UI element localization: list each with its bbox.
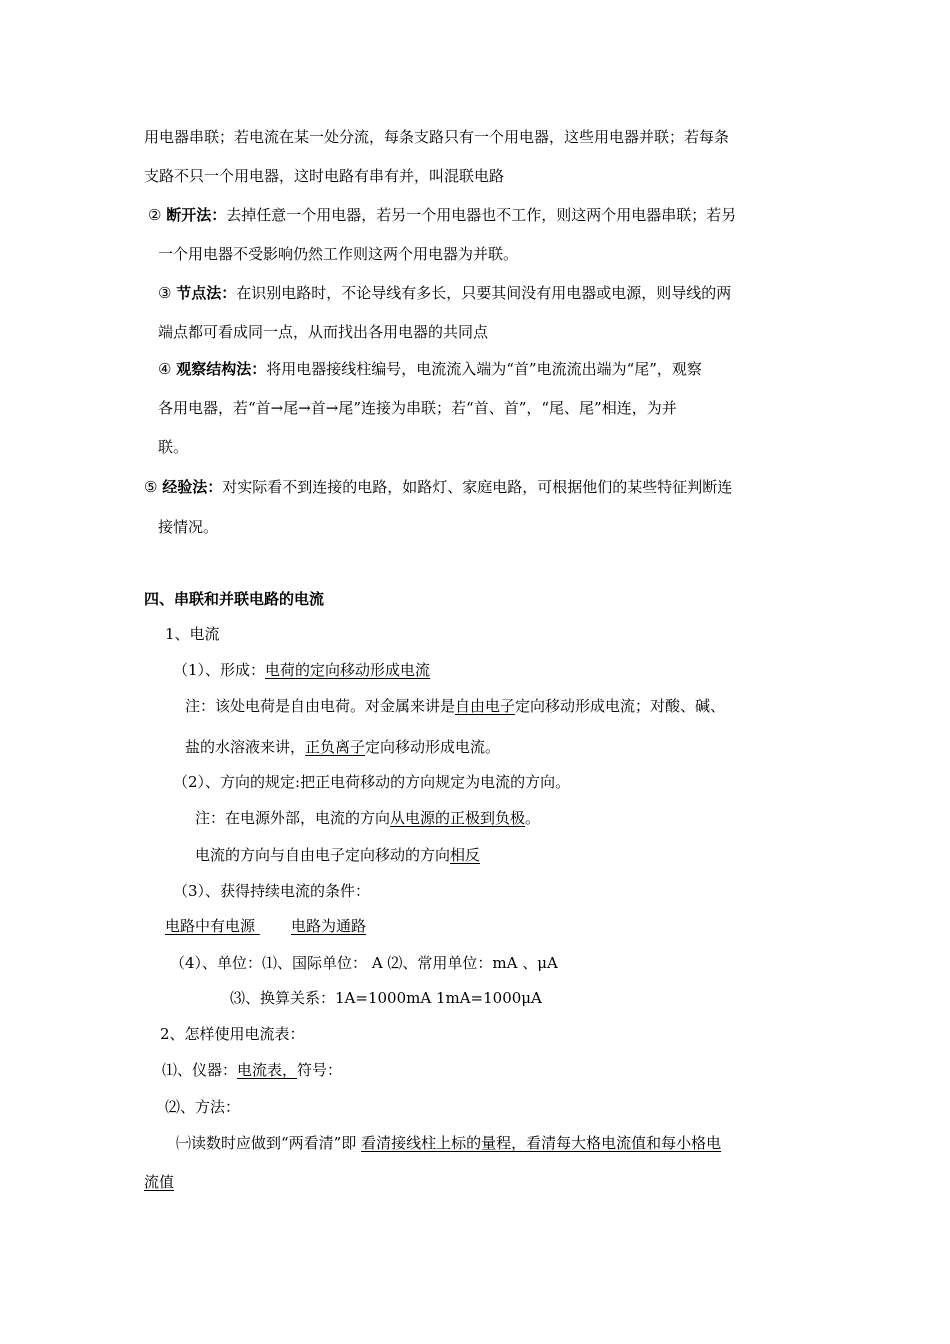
blank-underline bbox=[255, 916, 277, 936]
label-text: （1）、形成： bbox=[173, 661, 266, 679]
underlined-answer: 相反 bbox=[450, 846, 481, 864]
method-line: ⑵、方法： bbox=[165, 1098, 241, 1116]
underlined-answer: 看清接线柱上标的量程，看清每大格电流值和每小格电 bbox=[361, 1134, 722, 1152]
method-text: 对实际看不到连接的电路，如路灯、家庭电路，可根据他们的某些特征判断连 bbox=[222, 478, 733, 496]
note-line bbox=[195, 808, 540, 828]
reading-line bbox=[176, 1133, 721, 1153]
subsection-heading: 2、怎样使用电流表： bbox=[160, 1025, 305, 1043]
underlined-answer: 自由电子 bbox=[455, 697, 516, 715]
method-structure-line bbox=[158, 359, 702, 379]
condition-line: （3）、获得持续电流的条件： bbox=[173, 882, 371, 900]
method-experience-line bbox=[144, 477, 732, 497]
note-text: 注：该处电荷是自由电荷。对金属来讲是 bbox=[185, 697, 456, 715]
underlined-answer: 电路为通路 bbox=[291, 917, 367, 935]
method-title: 节点法： bbox=[176, 284, 237, 302]
method-text: 将用电器接线柱编号，电流流入端为“首”电流流出端为“尾”，观察 bbox=[266, 360, 702, 378]
unit-line: （4）、单位：⑴、国际单位： A ⑵、常用单位：mA 、μA bbox=[170, 954, 558, 972]
note-text: 。 bbox=[525, 809, 541, 827]
list-marker: ② bbox=[148, 206, 167, 224]
method-text: 在识别电路时，不论导线有多长，只要其间没有用电器或电源，则导线的两 bbox=[236, 284, 732, 302]
formation-line bbox=[173, 660, 430, 680]
paragraph-line: 各用电器，若“首→尾→首→尾”连接为串联；若“首、首”，“尾、尾”相连，为并 bbox=[158, 399, 677, 417]
paragraph-line: 联。 bbox=[158, 438, 189, 456]
note-text: 盐的水溶液来讲， bbox=[185, 738, 306, 756]
paragraph-line: 接情况。 bbox=[158, 518, 219, 536]
underlined-answer: 电路中有电源 bbox=[165, 917, 256, 935]
underlined-answer: 从电源的正极到负极 bbox=[390, 809, 526, 827]
direction-line: （2）、方向的规定:把正电荷移动的方向规定为电流的方向。 bbox=[173, 773, 571, 791]
instrument-line bbox=[162, 1060, 342, 1080]
list-marker: ③ bbox=[158, 284, 177, 302]
label-text: ⑴、仪器： bbox=[162, 1061, 238, 1079]
label-text: 符号： bbox=[297, 1061, 343, 1079]
note-line bbox=[195, 845, 480, 865]
list-marker: ④ bbox=[158, 360, 177, 378]
list-marker: ⑤ bbox=[144, 478, 163, 496]
method-node-line bbox=[158, 283, 731, 303]
paragraph-line: 端点都可看成同一点，从而找出各用电器的共同点 bbox=[158, 323, 489, 341]
note-text: 定向移动形成电流。 bbox=[365, 738, 501, 756]
note-text: 电流的方向与自由电子定向移动的方向 bbox=[195, 846, 451, 864]
reading-line bbox=[144, 1172, 174, 1192]
underlined-answer: 电荷的定向移动形成电流 bbox=[265, 661, 431, 679]
paragraph-line: 用电器串联；若电流在某一处分流，每条支路只有一个用电器，这些用电器并联；若每条 bbox=[144, 128, 730, 146]
paragraph-line: 一个用电器不受影响仍然工作则这两个用电器为并联。 bbox=[158, 245, 519, 263]
underlined-answer: 电流表， bbox=[237, 1061, 298, 1079]
method-title: 观察结构法： bbox=[176, 360, 267, 378]
note-line bbox=[185, 737, 500, 757]
method-title: 经验法： bbox=[162, 478, 223, 496]
note-text: 定向移动形成电流；对酸、碱、 bbox=[515, 697, 726, 715]
condition-answers bbox=[165, 916, 366, 936]
method-disconnect-line bbox=[148, 205, 736, 225]
conversion-line: ⑶、换算关系：1A=1000mA 1mA=1000μA bbox=[230, 989, 542, 1007]
method-text: 去掉任意一个用电器，若另一个用电器也不工作，则这两个用电器串联；若另 bbox=[226, 206, 737, 224]
subsection-heading: 1、电流 bbox=[165, 625, 220, 643]
note-text: 注：在电源外部，电流的方向 bbox=[195, 809, 391, 827]
underlined-answer: 正负离子 bbox=[305, 738, 366, 756]
note-line bbox=[185, 696, 725, 716]
section-heading: 四、串联和并联电路的电流 bbox=[144, 590, 325, 608]
underlined-answer: 流值 bbox=[144, 1173, 175, 1191]
paragraph-line: 支路不只一个用电器，这时电路有串有并，叫混联电路 bbox=[144, 167, 505, 185]
method-title: 断开法： bbox=[166, 206, 227, 224]
label-text: ㈠读数时应做到“两看清”即 bbox=[176, 1134, 362, 1152]
